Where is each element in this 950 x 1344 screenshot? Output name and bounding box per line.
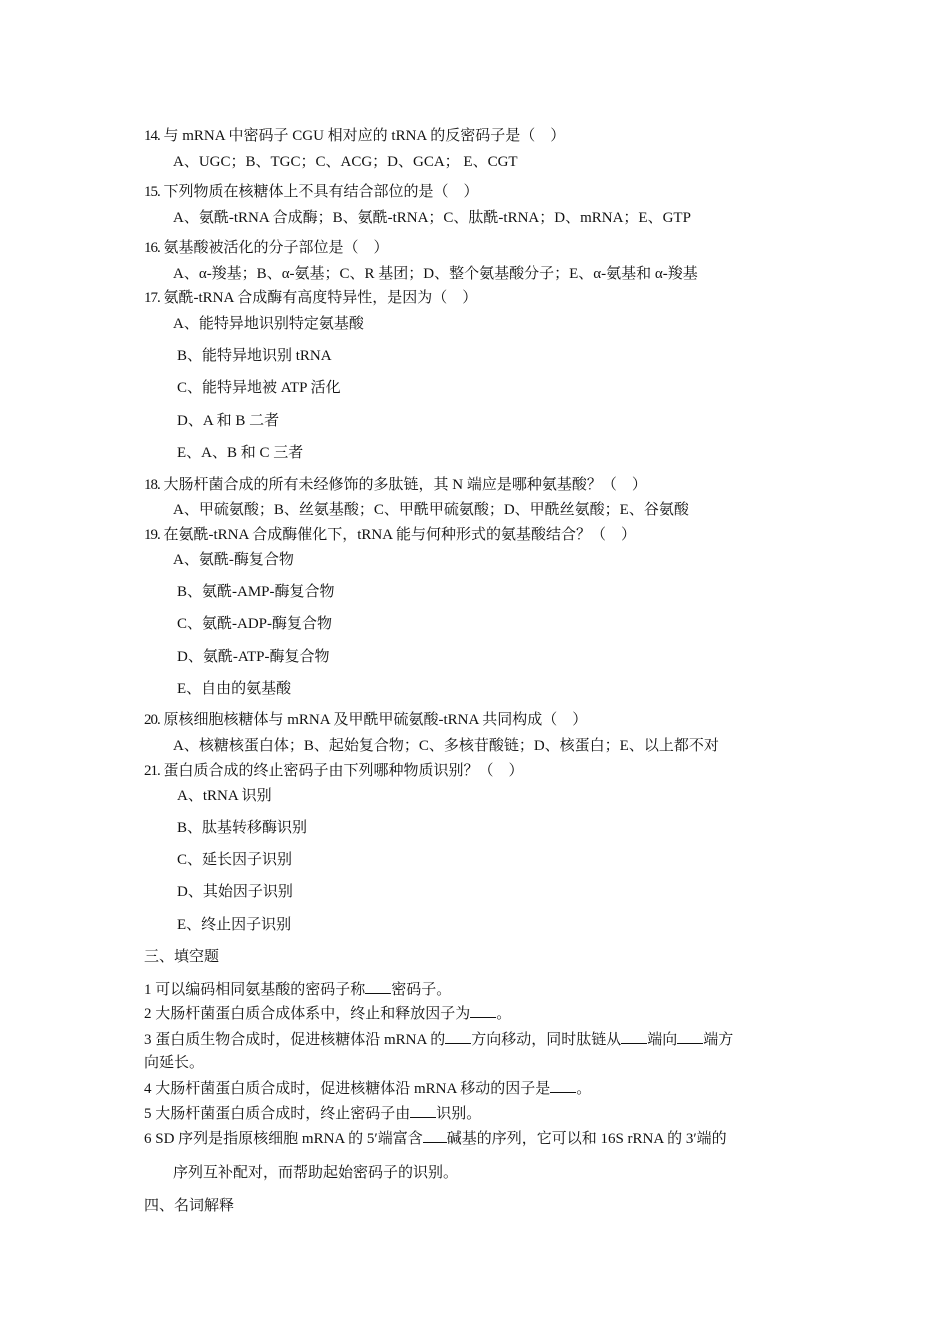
answer-blank [550, 1078, 576, 1093]
option-e: E、自由的氨基酸 [177, 681, 292, 697]
option-b: B、肽基转移酶识别 [177, 820, 308, 836]
question-15 [144, 182, 479, 202]
fill-item-4 [144, 1078, 591, 1099]
section-title-fill-in: 三、填空题 [144, 949, 220, 965]
fill-item-1 [144, 979, 451, 1000]
answer-blank [410, 1103, 436, 1118]
item-number: 4 [144, 1081, 152, 1097]
question-text: 在氨酰-tRNA 合成酶催化下，tRNA 能与何种形式的氨基酸结合？（ ） [163, 527, 637, 543]
fill-item-6 [144, 1128, 727, 1149]
item-text: 大肠杆菌蛋白质合成时，促进核糖体沿 mRNA 移动的因子是 [155, 1081, 551, 1097]
fill-item-2 [144, 1003, 511, 1024]
option-b: B、氨酰-AMP-酶复合物 [177, 584, 335, 600]
item-text: 大肠杆菌蛋白质合成体系中，终止和释放因子为 [155, 1006, 471, 1022]
item-number: 5 [144, 1106, 152, 1122]
item-number: 2 [144, 1006, 152, 1022]
item-number: 1 [144, 982, 152, 998]
question-text: 大肠杆菌合成的所有未经修饰的多肽链，其 N 端应是哪种氨基酸？（ ） [163, 477, 647, 493]
question-18-options: A、甲硫氨酸；B、丝氨基酸；C、甲酰甲硫氨酸；D、甲酰丝氨酸；E、谷氨酸 [173, 502, 689, 518]
question-text: 氨酰-tRNA 合成酶有高度特异性，是因为（ ） [163, 290, 478, 306]
question-20 [144, 710, 587, 730]
item-text: SD 序列是指原核细胞 mRNA 的 5′端富含 [155, 1131, 423, 1147]
question-14-options: A、UGC；B、TGC；C、ACG；D、GCA； E、CGT [173, 154, 518, 170]
section-title-definitions: 四、名词解释 [144, 1198, 235, 1214]
fill-item-3-continued: 向延长。 [144, 1055, 205, 1071]
item-text: 密码子。 [391, 982, 452, 998]
question-number: 15. [144, 184, 160, 200]
question-19 [144, 525, 636, 545]
question-text: 下列物质在核糖体上不具有结合部位的是（ ） [163, 184, 479, 200]
question-number: 19. [144, 527, 160, 543]
question-number: 16. [144, 240, 160, 256]
answer-blank [445, 1029, 471, 1044]
question-16-options: A、α-羧基；B、α-氨基；C、R 基团；D、整个氨基酸分子；E、α-氨基和 α-羧基 [173, 266, 698, 282]
question-16 [144, 238, 389, 258]
option-e: E、A、B 和 C 三者 [177, 445, 304, 461]
question-number: 21. [144, 763, 160, 779]
fill-item-3 [144, 1029, 733, 1050]
item-text: 。 [576, 1081, 592, 1097]
question-number: 14. [144, 128, 160, 144]
item-text: 碱基的序列，它可以和 16S rRNA 的 3′端的 [446, 1131, 727, 1147]
item-text: 识别。 [436, 1106, 482, 1122]
question-17 [144, 288, 477, 308]
question-text: 氨基酸被活化的分子部位是（ ） [163, 240, 389, 256]
option-c: C、氨酰-ADP-酶复合物 [177, 616, 333, 632]
item-text: 方向移动，同时肽链从 [471, 1032, 622, 1048]
option-e: E、终止因子识别 [177, 917, 292, 933]
answer-blank [470, 1003, 496, 1018]
option-a: A、能特异地识别特定氨基酸 [173, 316, 364, 332]
option-a: A、氨酰-酶复合物 [173, 552, 294, 568]
question-number: 17. [144, 290, 160, 306]
option-b: B、能特异地识别 tRNA [177, 348, 332, 364]
question-14 [144, 126, 565, 146]
item-number: 3 [144, 1032, 152, 1048]
item-text: 端向 [647, 1032, 678, 1048]
question-21 [144, 761, 524, 781]
fill-item-6-continued: 序列互补配对，而帮助起始密码子的识别。 [173, 1165, 459, 1181]
question-18 [144, 475, 647, 495]
item-text: 蛋白质生物合成时，促进核糖体沿 mRNA 的 [155, 1032, 446, 1048]
fill-item-5 [144, 1103, 481, 1124]
answer-blank [621, 1029, 647, 1044]
item-text: 端方 [703, 1032, 734, 1048]
item-text: 大肠杆菌蛋白质合成时，终止密码子由 [155, 1106, 411, 1122]
item-number: 6 [144, 1131, 152, 1147]
question-20-options: A、核糖核蛋白体；B、起始复合物；C、多核苷酸链；D、核蛋白；E、以上都不对 [173, 738, 719, 754]
answer-blank [423, 1128, 447, 1143]
item-text: 可以编码相同氨基酸的密码子称 [155, 982, 366, 998]
item-text: 。 [496, 1006, 512, 1022]
question-text: 与 mRNA 中密码子 CGU 相对应的 tRNA 的反密码子是（ ） [163, 128, 566, 144]
option-c: C、能特异地被 ATP 活化 [177, 380, 341, 396]
option-d: D、A 和 B 二者 [177, 413, 280, 429]
question-number: 18. [144, 477, 160, 493]
option-d: D、其始因子识别 [177, 884, 293, 900]
question-number: 20. [144, 712, 160, 728]
question-text: 蛋白质合成的终止密码子由下列哪种物质识别？（ ） [163, 763, 524, 779]
option-a: A、tRNA 识别 [177, 788, 272, 804]
option-d: D、氨酰-ATP-酶复合物 [177, 649, 330, 665]
answer-blank [677, 1029, 703, 1044]
question-15-options: A、氨酰-tRNA 合成酶；B、氨酰-tRNA；C、肽酰-tRNA；D、mRNA；E、GTP [173, 210, 691, 226]
answer-blank [365, 979, 391, 994]
question-text: 原核细胞核糖体与 mRNA 及甲酰甲硫氨酸-tRNA 共同构成（ ） [163, 712, 588, 728]
option-c: C、延长因子识别 [177, 852, 293, 868]
